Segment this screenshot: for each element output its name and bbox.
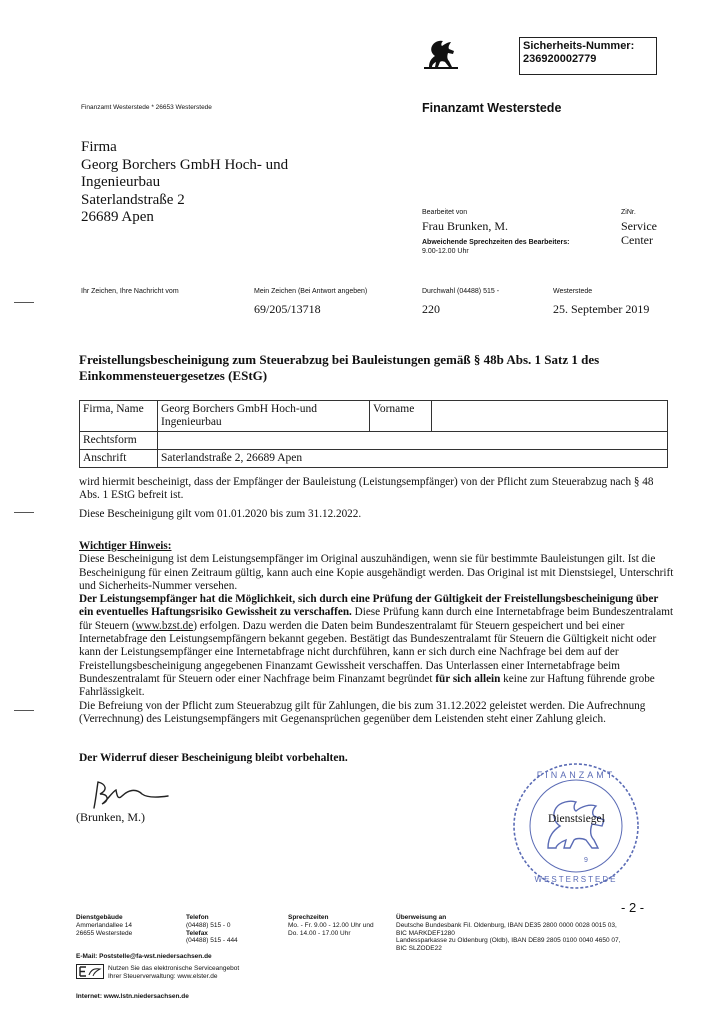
security-number-value: 236920002779 — [523, 53, 597, 65]
footer-phone — [186, 914, 286, 945]
footer-building-line: Ammerlandallee 14 — [76, 921, 133, 929]
bzst-link[interactable]: www.bzst.de — [135, 619, 194, 632]
recipient-line: 26689 Apen — [81, 209, 154, 225]
hint-paragraph — [79, 593, 674, 699]
important-hint — [79, 540, 674, 726]
hint-text: ) erfolgen. Dazu werden die Daten beim Bundeszentralamt für Steuern gespeichert und bei einer Internetabfrage den Leistungsempfängern bekannt gegeben. Bestätigt das Bundeszentralamt für Steuern die Gültigkeit nicht oder kann der Leistungsempfänger eine Internetabfrage nicht durchführen, kann er sich durch eine Nachfrage bei dem auf der Freistellungsbescheinigung angegebenen Finanzamt Gewissheit verschaffen. Das Unterlassen einer Internetabfrage beim Bundeszentralamt für Steuern oder einer Nachfrage beim Finanzamt begründet — [79, 619, 657, 685]
certification-text: wird hiermit bescheinigt, dass der Empfänger der Bauleistung (Leistungsempfänger) von der Pflicht zum Steuerabzug nach § 48 Abs. 1 EStG befreit ist. — [79, 476, 654, 502]
firma-value-line: Ingenieurbau — [161, 416, 222, 428]
footer-hours-label: Sprechzeiten — [288, 914, 329, 921]
place-label: Westerstede — [553, 288, 593, 295]
footer-phone-label: Telefon — [186, 914, 209, 921]
fold-mark — [14, 710, 34, 711]
rechtsform-label: Rechtsform — [80, 432, 158, 450]
footer-fax-value: (04488) 515 - 444 — [186, 937, 238, 945]
footer-elster — [108, 965, 239, 981]
page-number: - 2 - — [621, 900, 645, 915]
recipient-address — [81, 139, 288, 227]
footer-hours — [288, 914, 398, 937]
hint-paragraph: Diese Bescheinigung ist dem Leistungsempfänger im Original auszuhändigen, wenn sie für bestimmte Bauleistungen gilt. Ist die Bescheinigung für einen Zeitraum gültig, kann auch eine Kopie ausgehändigt werden. Das Original ist mit Dienstsiegel, Unterschrift und Sicherheits-Nummer versehen. — [79, 553, 674, 592]
rechtsform-value — [158, 432, 668, 450]
room-line: Service — [621, 219, 657, 233]
fold-mark — [14, 512, 34, 513]
vorname-value — [432, 401, 668, 432]
anschrift-label: Anschrift — [80, 450, 158, 468]
footer-bank — [396, 914, 686, 953]
seal-number: 9 — [584, 857, 588, 864]
room-value — [621, 219, 657, 247]
hint-heading: Wichtiger Hinweis: — [79, 540, 172, 552]
footer-internet[interactable]: Internet: www.lstn.niedersachsen.de — [76, 993, 189, 1000]
office-name: Finanzamt Westerstede — [422, 101, 562, 115]
security-number-box — [519, 37, 657, 75]
handler-name: Frau Brunken, M. — [422, 219, 508, 233]
return-address: Finanzamt Westerstede * 26653 Westerstede — [81, 104, 212, 111]
fold-mark — [14, 302, 34, 303]
phone-ext-label: Durchwahl (04488) 515 - — [422, 288, 500, 295]
recipient-line: Ingenieurbau — [81, 174, 161, 190]
revocation-note: Der Widerruf dieser Bescheinigung bleibt vorbehalten. — [79, 752, 348, 764]
footer-elster-line: Ihrer Steuerverwaltung: www.elster.de — [108, 972, 218, 980]
hint-bold-text: für sich allein — [435, 672, 501, 685]
seal-ring-top: FINANZAMT — [536, 770, 616, 780]
footer-hours-line: Mo. - Fr. 9.00 - 12.00 Uhr und — [288, 921, 374, 929]
handler-label: Bearbeitet von — [422, 209, 468, 216]
handler-hours-value: 9.00-12.00 Uhr — [422, 248, 469, 255]
room-line: Center — [621, 233, 653, 247]
footer-elster-line: Nutzen Sie das elektronische Serviceangebot — [108, 965, 240, 972]
hint-text: Diese Prüfung kann durch eine Internetabfrage beim Bundeszentralamt für Steuern ( — [79, 606, 674, 632]
handwritten-signature — [84, 778, 174, 814]
firma-value-line: Georg Borchers GmbH Hoch-und — [161, 403, 317, 415]
your-ref-label: Ihr Zeichen, Ihre Nachricht vom — [81, 288, 179, 295]
hint-paragraph: Die Befreiung von der Pflicht zum Steuerabzug gilt für Zahlungen, die bis zum 31.12.2022 geleistet werden. Die Aufrechnung (Verrechnung) des Leistungsempfängers mit Gegenansprüchen gegenüber dem Leistenden steht einer Zahlung gleich. — [79, 699, 646, 725]
table-row — [80, 432, 668, 450]
seal-label: Dienstsiegel — [548, 813, 605, 825]
recipient-table — [79, 400, 668, 468]
table-row — [80, 450, 668, 468]
hint-text: keine zur Haftung führende grobe Fahrlässigkeit. — [79, 672, 655, 699]
my-ref-label: Mein Zeichen (Bei Antwort angeben) — [254, 288, 368, 295]
firma-value — [158, 401, 370, 432]
vorname-label: Vorname — [370, 401, 432, 432]
validity-text: Diese Bescheinigung gilt vom 01.01.2020 bis zum 31.12.2022. — [79, 508, 362, 520]
footer-building-label: Dienstgebäude — [76, 914, 123, 921]
security-number-label: Sicherheits-Nummer: — [523, 40, 635, 52]
footer-bank-line: BIC MARKDEF1280 — [396, 929, 455, 937]
letter-date: 25. September 2019 — [553, 302, 650, 316]
phone-ext-value: 220 — [422, 302, 440, 316]
footer-building-line: 26655 Westerstede — [76, 929, 133, 937]
table-row — [80, 401, 668, 432]
lower-saxony-horse-icon — [420, 34, 462, 72]
footer-fax-label: Telefax — [186, 929, 208, 937]
recipient-line: Firma — [81, 139, 117, 155]
room-label: ZiNr. — [621, 209, 636, 216]
firma-label: Firma, Name — [80, 401, 158, 432]
official-seal-icon — [510, 760, 642, 892]
hint-bold-text: Der Leistungsempfänger hat die Möglichkeit, sich durch eine Prüfung der Gültigkeit der Freistellungsbescheinigung über ein eventuelles Haftungsrisiko Gewissheit zu verschaffen. — [79, 593, 659, 619]
seal-ring-bottom: WESTERSTEDE — [534, 875, 618, 884]
recipient-line: Georg Borchers GmbH Hoch- und — [81, 156, 289, 173]
footer-phone-value: (04488) 515 - 0 — [186, 921, 231, 929]
footer-email[interactable]: E-Mail: Poststelle@fa-wst.niedersachsen.de — [76, 953, 212, 960]
footer-bank-label: Überweisung an — [396, 914, 447, 921]
recipient-line: Saterlandstraße 2 — [81, 191, 185, 208]
handler-hours-label: Abweichende Sprechzeiten des Bearbeiters: — [422, 239, 570, 246]
elster-logo-icon — [76, 964, 104, 979]
footer-bank-line: Landessparkasse zu Oldenburg (Oldb), IBAN DE89 2805 0100 0040 4650 07, — [396, 937, 621, 945]
footer-bank-line: Deutsche Bundesbank Fil. Oldenburg, IBAN DE35 2800 0000 0028 0015 03, — [396, 921, 617, 929]
document-title: Freistellungsbescheinigung zum Steuerabzug bei Bauleistungen gemäß § 48b Abs. 1 Satz 1 des Einkommensteuergesetzes (EStG) — [79, 352, 600, 383]
footer-building — [76, 914, 176, 937]
footer-hours-line: Do. 14.00 - 17.00 Uhr — [288, 929, 351, 937]
my-ref-value: 69/205/13718 — [254, 302, 321, 316]
signer-name: (Brunken, M.) — [76, 810, 145, 824]
anschrift-value: Saterlandstraße 2, 26689 Apen — [158, 450, 668, 468]
footer-bank-line: BIC SLZODE22 — [396, 945, 442, 953]
